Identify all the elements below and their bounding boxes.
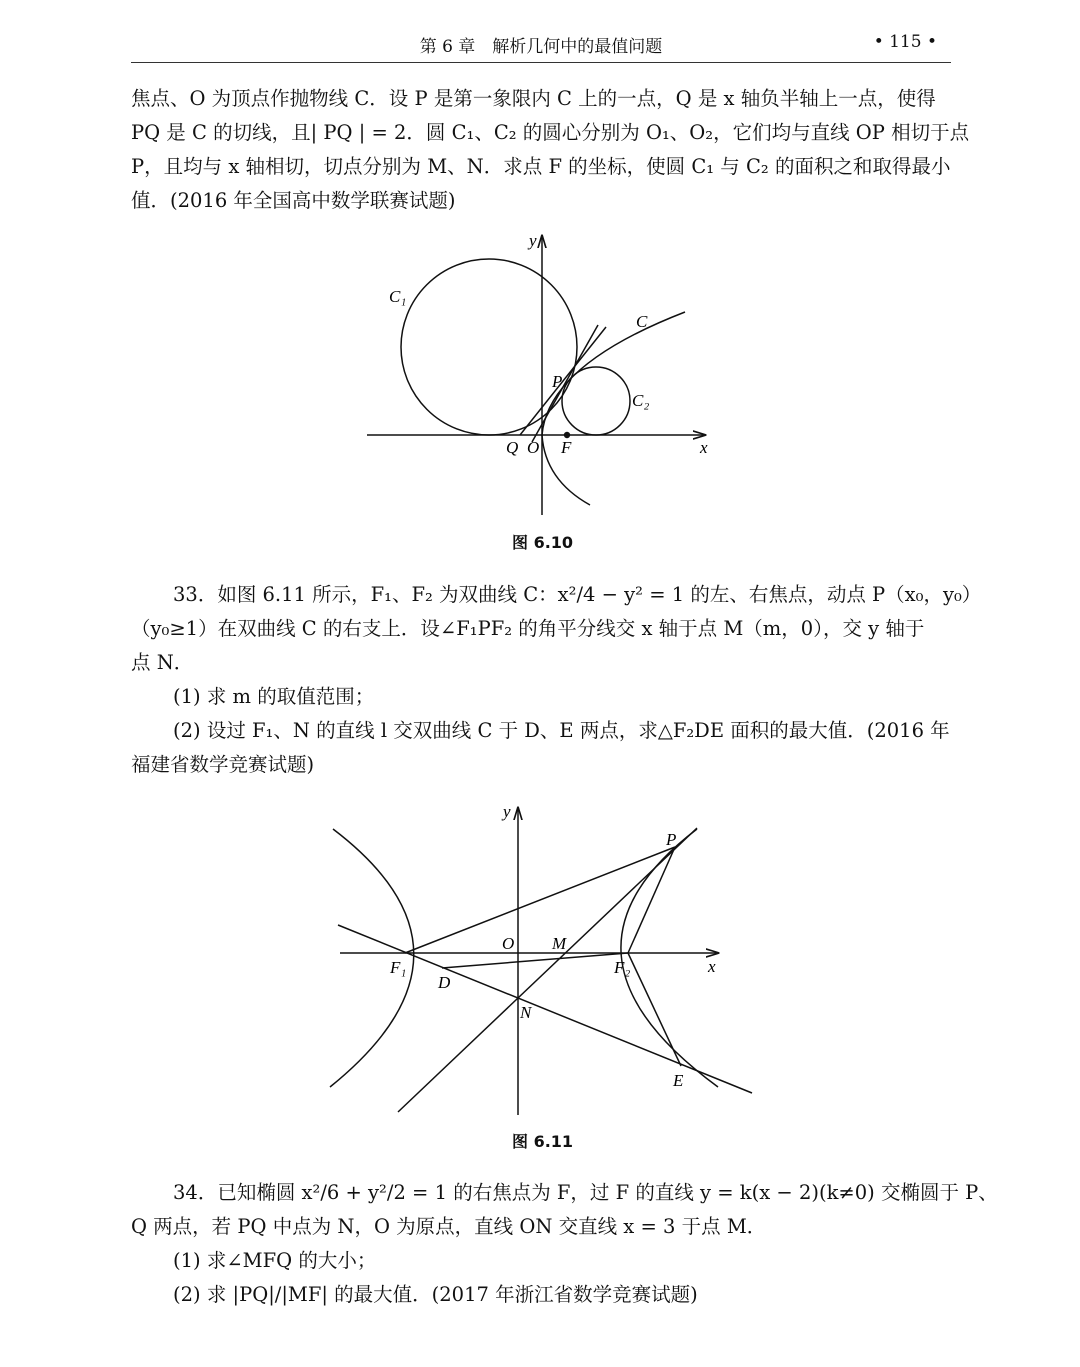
figure-6-10	[355, 225, 730, 525]
text-line: 福建省数学竞赛试题)	[131, 753, 315, 776]
label-y: y	[529, 231, 537, 250]
text-line: PQ 是 C 的切线，且| PQ | = 2．圆 C₁、C₂ 的圆心分别为 O₁、O₂，它们均与直线 OP 相切于点	[131, 121, 970, 144]
label-x: x	[700, 438, 708, 457]
label-f: F	[561, 438, 572, 457]
label-e: E	[673, 1071, 684, 1090]
hyperbola-right-branch	[621, 829, 718, 1087]
label-o: O	[502, 934, 515, 953]
page-number: • 115 •	[873, 32, 937, 52]
header-rule	[131, 62, 951, 63]
line-df2	[442, 953, 628, 968]
problem-34	[131, 1176, 998, 1312]
question-2: (2) 求 |PQ|/|MF| 的最大值．(2017 年浙江省数学竞赛试题)	[173, 1283, 698, 1306]
label-f1: F₁	[390, 958, 407, 977]
line-f2e	[628, 953, 681, 1066]
chapter-title: 第 6 章 解析几何中的最值问题	[419, 37, 663, 57]
label-f2: F₂	[614, 958, 631, 977]
question-1: (1) 求 m 的取值范围；	[173, 685, 375, 708]
line-l-through-f1-n	[338, 925, 752, 1093]
page-header	[131, 30, 951, 60]
label-x: x	[708, 957, 716, 976]
tangent-line-pq	[520, 327, 606, 435]
label-n: N	[520, 1003, 532, 1022]
label-q: Q	[506, 438, 519, 457]
figure-caption: 图 6.10	[512, 533, 574, 552]
label-p: P	[666, 830, 677, 849]
label-o: O	[527, 438, 540, 457]
label-y: y	[503, 802, 511, 821]
text-line: P，且均与 x 轴相切，切点分别为 M、N．求点 F 的坐标，使圆 C₁ 与 C₂ 的面积之和取得最小	[131, 155, 951, 178]
question-1: (1) 求∠MFQ 的大小；	[173, 1249, 377, 1272]
label-c2: C₂	[632, 391, 650, 410]
text-line: 值．(2016 年全国高中数学联赛试题)	[131, 189, 456, 212]
text-line: 焦点、O 为顶点作抛物线 C．设 P 是第一象限内 C 上的一点，Q 是 x 轴负半轴上一点，使得	[131, 87, 936, 110]
figure-caption: 图 6.11	[512, 1132, 574, 1151]
text-line: （y₀≥1）在双曲线 C 的右支上．设∠F₁PF₂ 的角平分线交 x 轴于点 M（m，0），交 y 轴于	[131, 617, 925, 640]
text-line: 34．已知椭圆 x²/6 + y²/2 = 1 的右焦点为 F，过 F 的直线 y = k(x − 2)(k≠0) 交椭圆于 P、	[173, 1181, 998, 1204]
text-line: 点 N．	[131, 651, 194, 674]
question-2: (2) 设过 F₁、N 的直线 l 交双曲线 C 于 D、E 两点，求△F₂DE 面积的最大值．(2016 年	[173, 719, 950, 742]
figure-6-11	[325, 798, 760, 1120]
text-line: Q 两点，若 PQ 中点为 N，O 为原点，直线 ON 交直线 x = 3 于点 M．	[131, 1215, 767, 1238]
label-c: C	[636, 312, 648, 331]
problem-33	[131, 578, 982, 782]
label-d: D	[438, 973, 451, 992]
label-c1: C₁	[389, 287, 407, 306]
intro-paragraph	[131, 82, 970, 218]
label-p: P	[552, 372, 563, 391]
text-line: 33．如图 6.11 所示，F₁、F₂ 为双曲线 C：x²/4 − y² = 1 的左、右焦点，动点 P（x₀，y₀）	[173, 583, 982, 606]
label-m: M	[552, 934, 567, 953]
bisector-pm	[398, 828, 697, 1112]
